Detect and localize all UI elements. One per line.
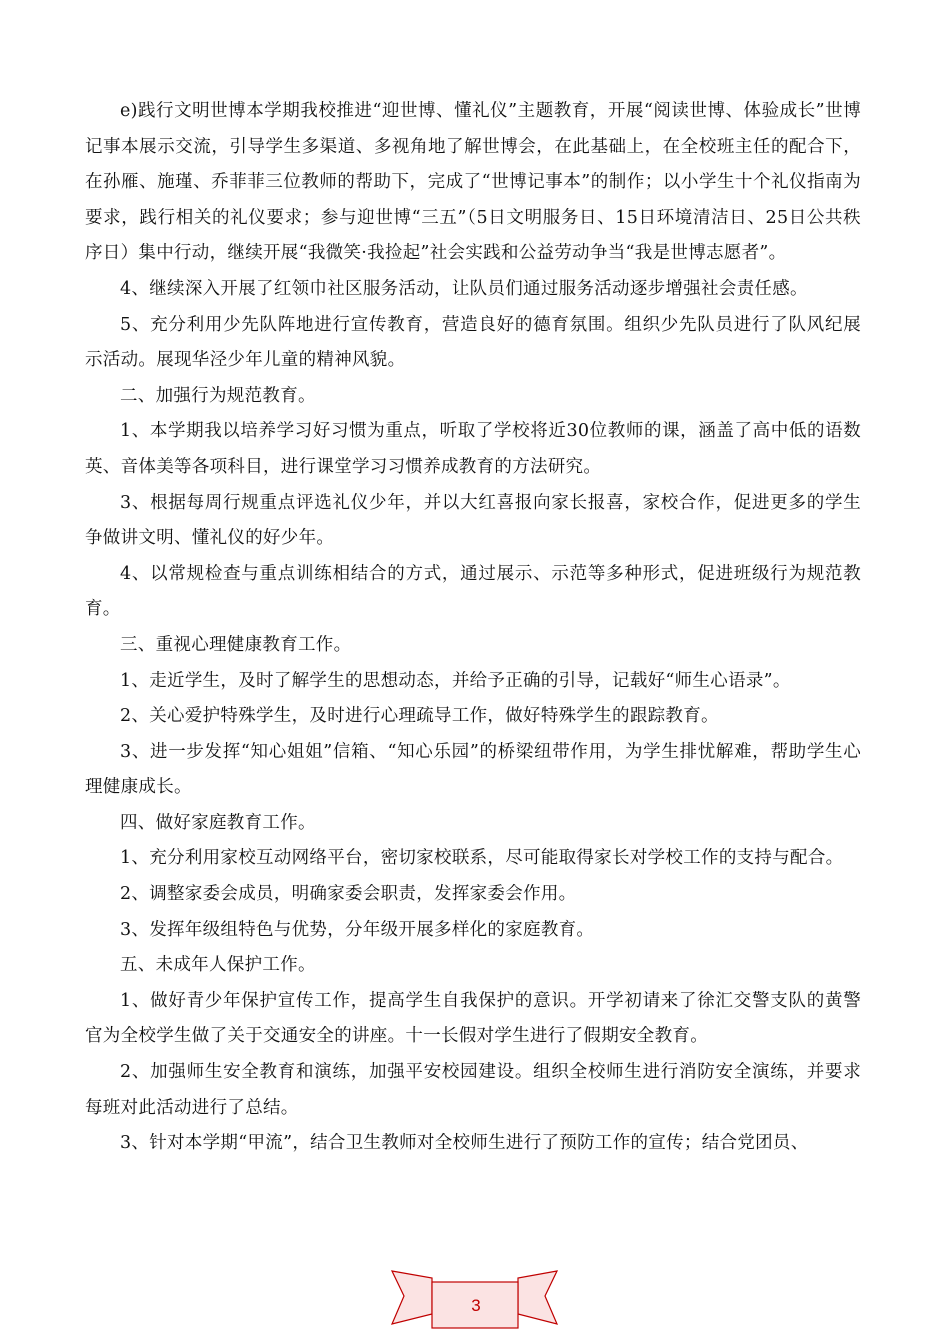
paragraph: 3、发挥年级组特色与优势，分年级开展多样化的家庭教育。 xyxy=(120,919,595,940)
body-text xyxy=(85,94,861,1162)
ribbon-left-tail xyxy=(392,1271,432,1324)
section-heading: 三、重视心理健康教育工作。 xyxy=(120,634,352,655)
section-heading: 四、做好家庭教育工作。 xyxy=(120,812,316,833)
paragraph: 1、做好青少年保护宣传工作，提高学生自我保护的意识。开学初请来了徐汇交警支队的黄警官为全校学生做了关于交通安全的讲座。十一长假对学生进行了假期安全教育。 xyxy=(85,990,861,1047)
paragraph: 2、调整家委会成员，明确家委会职责，发挥家委会作用。 xyxy=(120,884,577,905)
paragraph: 1、本学期我以培养学习好习惯为重点，听取了学校将近30位教师的课，涵盖了高中低的语数英、音体美等各项科目，进行课堂学习习惯养成教育的方法研究。 xyxy=(85,421,861,477)
paragraph: 1、走近学生，及时了解学生的思想动态，并给予正确的引导，记载好“师生心语录”。 xyxy=(120,670,791,691)
paragraph: 5、充分利用少先队阵地进行宣传教育，营造良好的德育氛围。组织少先队员进行了队风纪展示活动。展现华泾少年儿童的精神风貌。 xyxy=(85,314,861,371)
page-number: 3 xyxy=(471,1296,481,1315)
paragraph: 3、针对本学期“甲流”，结合卫生教师对全校师生进行了预防工作的宣传；结合党团员、 xyxy=(120,1133,809,1154)
section-heading: 五、未成年人保护工作。 xyxy=(120,955,316,976)
paragraph: 2、加强师生安全教育和演练，加强平安校园建设。组织全校师生进行消防安全演练，并要求每班对此活动进行了总结。 xyxy=(85,1062,861,1118)
paragraph: 2、关心爱护特殊学生，及时进行心理疏导工作，做好特殊学生的跟踪教育。 xyxy=(120,706,719,727)
section-heading: 二、加强行为规范教育。 xyxy=(120,385,316,406)
ribbon-right-tail xyxy=(518,1271,557,1324)
paragraph: 4、继续深入开展了红领巾社区服务活动，让队员们通过服务活动逐步增强社会责任感。 xyxy=(120,278,808,299)
paragraph: 1、充分利用家校互动网络平台，密切家校联系，尽可能取得家长对学校工作的支持与配合。 xyxy=(120,848,844,869)
paragraph: 4、以常规检查与重点训练相结合的方式，通过展示、示范等多种形式，促进班级行为规范教育。 xyxy=(85,563,861,620)
paragraph: e)践行文明世博本学期我校推进“迎世博、懂礼仪”主题教育，开展“阅读世博、体验成长”世博记事本展示交流，引导学生多渠道、多视角地了解世博会，在此基础上，在全校班主任的配合下，在孙雁、施瑾、乔菲菲三位教师的帮助下，完成了“世博记事本”的制作；以小学生十个礼仪指南为要求，践行相关的礼仪要求；参与迎世博“三五”（5日文明服务日、15日环境清洁日、25日公共秩序日）集中行动，继续开展“我微笑·我捡起”社会实践和公益劳动争当“我是世博志愿者”。 xyxy=(85,101,861,264)
paragraph: 3、根据每周行规重点评选礼仪少年，并以大红喜报向家长报喜，家校合作，促进更多的学生争做讲文明、懂礼仪的好少年。 xyxy=(85,492,861,549)
paragraph: 3、进一步发挥“知心姐姐”信箱、“知心乐园”的桥梁纽带作用，为学生排忧解难，帮助学生心理健康成长。 xyxy=(85,741,861,798)
